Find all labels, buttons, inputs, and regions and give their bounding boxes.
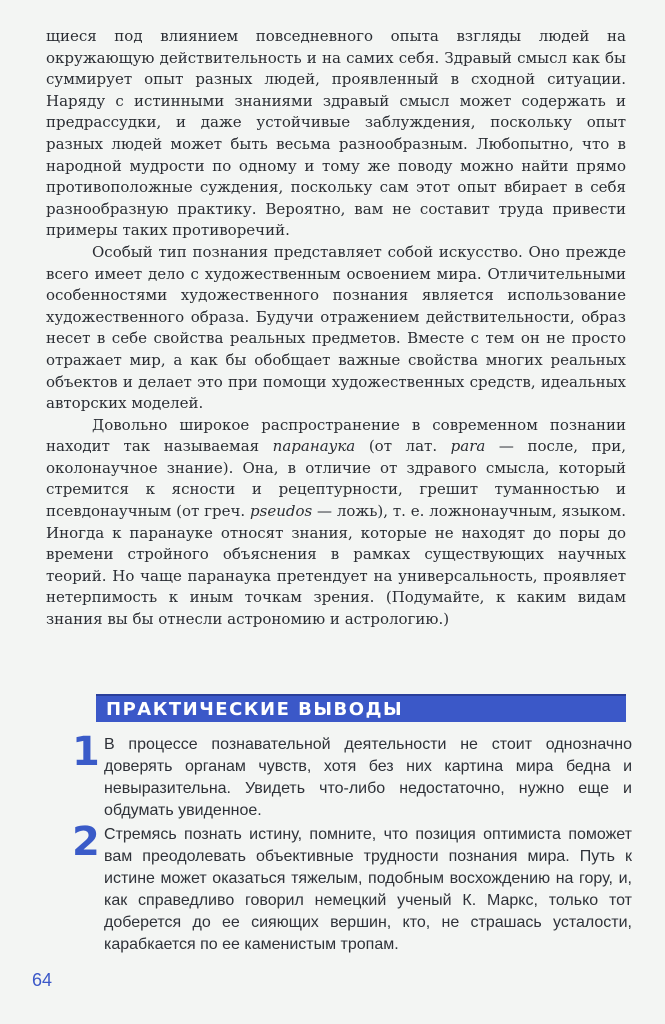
section-banner [96,694,626,722]
page-number: 64 [32,970,53,990]
conclusion-item [72,729,632,822]
term-parascience: паранаука [272,437,356,456]
paragraph-parascience [46,415,626,631]
paragraph-parascience-text: Довольно широкое распространение в современном познании находит так называемая [46,415,626,456]
paragraph-parascience-text: (от лат. [355,437,451,456]
paragraph-parascience-text: — после, при, околонаучное знание). Она, в отличие от здравого смысла, который стремится к ясности и рецептурности, грешит туманностью и псевдонаучным (от греч. [46,437,627,521]
main-text [46,26,626,631]
paragraph-common-sense: щиеся под влиянием повседневного опыта взгляды людей на окружающую действительность и на самих себя. Здравый смысл как бы суммирует опыт разных людей, проявленный в сходной ситуации. Наряду с истинными знаниями здравый смысл может содержать и предрассудки, и даже устойчивые заблуждения, поскольку опыт разных людей может быть весьма разнообразным. Любопытно, что в народной мудрости по одному и тому же поводу можно найти прямо противоположные суждения, поскольку сам этот опыт вбирает в себя разнообразную практику. Вероятно, вам не составит труда привести примеры таких противоречий. [46,27,626,240]
term-para: para [450,437,486,456]
paragraph-parascience-text: — ложь), т. е. ложнонаучным, языком. Иногда к паранауке относят знания, которые не находят до поры до времени стройного объяснения в рамках существующих научных теорий. Но чаще паранаука претендует на универсальность, проявляет нетерпимость к иным точкам зрения. (Подумайте, к каким видам знания вы бы отнесли астрономию и астрологию.) [46,502,626,629]
term-pseudos: pseudos [250,502,313,521]
conclusion-text: Стремясь познать истину, помните, что позиция оптимиста поможет вам преодолевать объективные трудности познания мира. Путь к истине может оказаться тяжелым, подобным восхождению на гору, и, как справедливо говорил немецкий ученый К. Маркс, только тот доберется до ее сияющих вершин, кто, не страшась усталости, карабкается по ее каменистым тропам. [104,826,632,953]
conclusion-text: В процессе познавательной деятельности не стоит однозначно доверять органам чувств, хотя без них картина мира бедна и невыразительна. Увидеть что-либо недостаточно, нужно еще и обдумать увиденное. [104,736,632,819]
conclusion-item [72,819,632,956]
conclusion-number: 1 [72,729,100,775]
conclusion-number: 2 [72,819,100,865]
section-title: ПРАКТИЧЕСКИЕ ВЫВОДЫ [106,699,404,720]
paragraph-art: Особый тип познания представляет собой искусство. Оно прежде всего имеет дело с художественным освоением мира. Отличительными особенностями художественного познания является использование художественного образа. Будучи отражением действительности, образ несет в себе свойства реальных предметов. Вместе с тем он не просто отражает мир, а как бы обобщает важные свойства многих реальных объектов и делает это при помощи художественных средств, идеальных авторских моделей. [46,242,626,413]
